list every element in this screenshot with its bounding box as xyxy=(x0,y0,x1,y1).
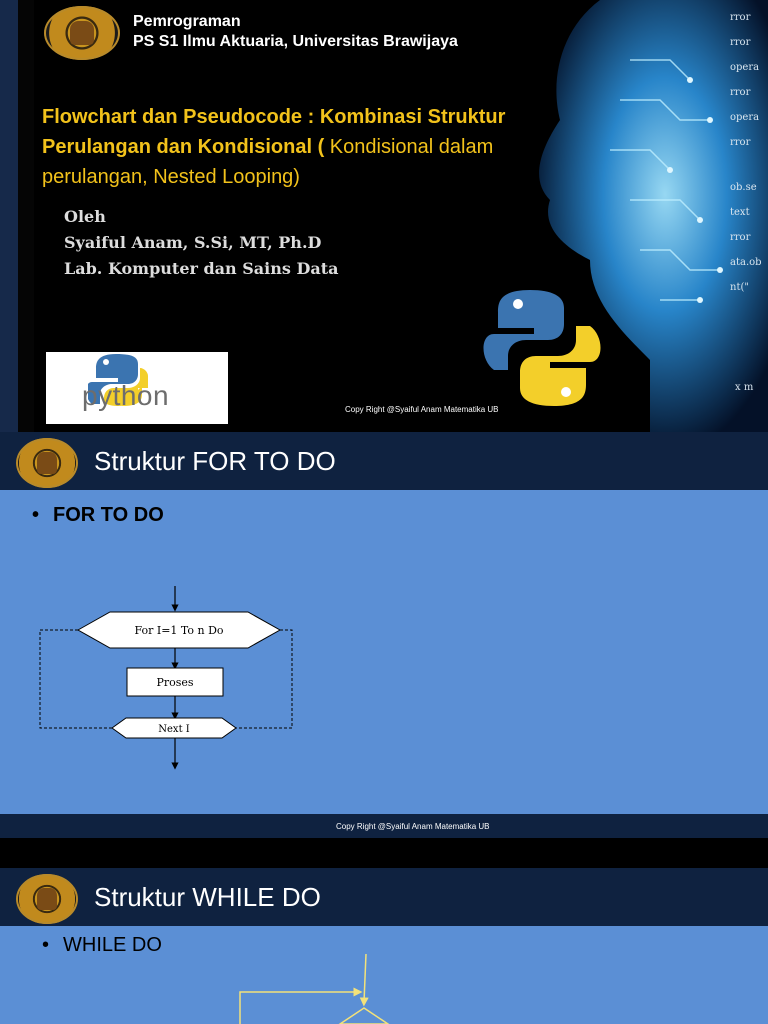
loop-back-line xyxy=(240,992,358,1024)
copyright-text: Copy Right @Syaiful Anam Matematika UB xyxy=(345,405,499,414)
svg-text:ob.se: ob.se xyxy=(730,182,757,193)
author-line: Oleh xyxy=(64,207,106,226)
university-logo xyxy=(16,874,78,924)
python-logo xyxy=(46,352,228,424)
loop-back-line xyxy=(40,630,112,728)
left-strip xyxy=(0,0,18,432)
university-emblem-icon xyxy=(37,452,57,474)
svg-text:rror: rror xyxy=(730,12,751,23)
svg-text:rror: rror xyxy=(730,87,751,98)
program-name: PS S1 Ilmu Aktuaria, Universitas Brawijaya xyxy=(133,33,458,50)
svg-text:nt(": nt(" xyxy=(730,282,749,293)
title-bold-part: Flowchart dan Pseudocode : Kombinasi Struktur Perulangan dan Kondisional ( xyxy=(42,106,506,158)
title-normal-part: Kondisional dalam perulangan, Nested Looping) xyxy=(42,136,494,188)
university-emblem-icon xyxy=(70,21,94,45)
bullet-text: WHILE DO xyxy=(63,934,162,956)
slide-for-to-do xyxy=(0,432,768,838)
left-strip-dark xyxy=(18,0,34,432)
slide-gap xyxy=(0,838,768,868)
bullet-dot-icon: • xyxy=(32,504,40,526)
flow-arrow xyxy=(364,954,366,1002)
svg-text:rror: rror xyxy=(730,137,751,148)
bullet-dot-icon: • xyxy=(42,934,50,956)
svg-text:opera: opera xyxy=(730,62,760,73)
slide-header xyxy=(0,432,768,490)
presentation-title xyxy=(42,102,522,192)
title-slide xyxy=(0,0,768,432)
svg-text:opera: opera xyxy=(730,112,760,123)
university-logo xyxy=(44,6,120,60)
process-label: Proses xyxy=(156,676,194,689)
ai-head-illustration xyxy=(480,0,768,432)
author-block xyxy=(64,204,338,282)
svg-text:text: text xyxy=(730,207,750,218)
svg-text:x m: x m xyxy=(735,382,754,393)
slide-footer xyxy=(0,814,768,838)
slide-title: Struktur WHILE DO xyxy=(94,882,321,912)
bullet-item xyxy=(32,504,164,527)
condition-diamond xyxy=(340,1008,388,1024)
copyright-text: Copy Right @Syaiful Anam Matematika UB xyxy=(336,822,490,831)
course-header xyxy=(133,12,458,52)
author-line: Syaiful Anam, S.Si, MT, Ph.D xyxy=(64,233,322,252)
university-logo xyxy=(16,438,78,488)
while-loop-flowchart xyxy=(0,948,400,1024)
slide-header xyxy=(0,868,768,926)
python-logo-text: python xyxy=(82,380,170,411)
author-line: Lab. Komputer dan Sains Data xyxy=(64,259,339,278)
svg-text:rror: rror xyxy=(730,232,751,243)
slide-while-do xyxy=(0,868,768,1024)
svg-text:rror: rror xyxy=(730,37,751,48)
course-name: Pemrograman xyxy=(133,13,241,30)
loop-end-label: Next I xyxy=(158,724,190,735)
for-loop-flowchart xyxy=(0,582,320,772)
slide-title: Struktur FOR TO DO xyxy=(94,446,336,476)
loop-start-label: For I=1 To n Do xyxy=(134,624,224,637)
svg-text:ata.ob: ata.ob xyxy=(730,257,762,268)
university-emblem-icon xyxy=(37,888,57,910)
bullet-text: FOR TO DO xyxy=(53,504,164,526)
